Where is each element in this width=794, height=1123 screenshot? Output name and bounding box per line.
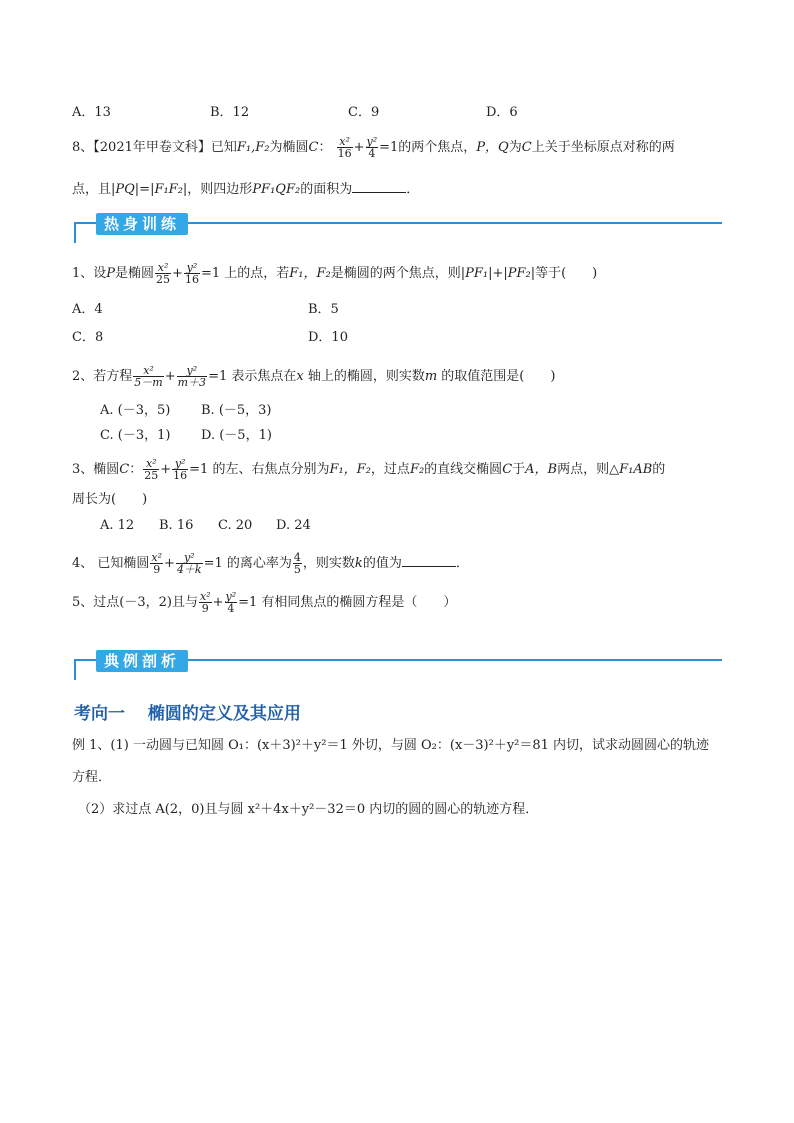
problem-1: 1、设P是椭圆 $\frac{\text{x²}}{25}$ + $\frac{\text{y²}}{16}$ =1 上的点，若F₁，F₂是椭圆的两个焦点，则|PF₁|+|PF₂|等于( ) xyxy=(72,261,598,286)
fraction: $\frac{\text{y²}}{4+k}$ xyxy=(176,551,202,576)
option-d: D．6 xyxy=(486,105,518,120)
topic-heading: 考向一 椭圆的定义及其应用 xyxy=(74,704,301,724)
option-c: C．9 xyxy=(348,105,380,120)
p3-option-b: B. 16 xyxy=(159,518,194,533)
option-a: A．13 xyxy=(72,105,111,120)
fraction: $\frac{\text{y²}}{16}$ xyxy=(184,261,199,286)
example-1-line2: 方程． xyxy=(72,770,112,785)
p1-option-c: C．8 xyxy=(72,330,104,345)
fraction: $\frac{\text{x²}}{9}$ xyxy=(151,551,163,576)
section-header-examples xyxy=(74,650,722,680)
p1-option-b: B．5 xyxy=(308,302,339,317)
problem-4: 4、 已知椭圆 $\frac{\text{x²}}{9}$ + $\frac{\text{y²}}{4+k}$ =1 的离心率为 $\frac{4}{5}$ ，则实数k的值为 ． xyxy=(72,551,469,576)
option-b: B．12 xyxy=(210,105,250,120)
answer-blank xyxy=(352,182,406,193)
fraction: $\frac{4}{5}$ xyxy=(293,551,301,576)
fraction: $\frac{\text{x²}}{9}$ xyxy=(199,590,211,615)
question-8-line1: 8、【2021年甲卷文科】已知F₁,F₂为椭圆C： $\frac{\text{x²}}{16}$ + $\frac{\text{y²}}{4}$ =1的两个焦点，P，Q为C上关于坐标原点对称的两 xyxy=(72,135,675,160)
p2-option-b: B. (－5，3) xyxy=(201,403,272,418)
fraction: $\frac{\text{x²}}{5-m}$ xyxy=(134,364,163,389)
example-1-line1: 例 1、(1) 一动圆与已知圆 O₁：(x＋3)²＋y²＝1 外切，与圆 O₂：(x－3)²＋y²＝81 内切，试求动圆圆心的轨迹 xyxy=(72,738,710,753)
fraction: $\frac{\text{y²}}{4}$ xyxy=(366,135,378,160)
section-title: 典例剖析 xyxy=(96,650,188,672)
fraction: $\frac{\text{y²}}{4}$ xyxy=(225,590,237,615)
problem-3-line1: 3、椭圆C： $\frac{\text{x²}}{25}$ + $\frac{\text{y²}}{16}$ =1 的左、右焦点分别为F₁，F₂，过点F₂的直线交椭圆C于A，B两点，则△F₁AB的 xyxy=(72,457,666,482)
p2-option-c: C. (－3，1) xyxy=(100,428,171,443)
section-header-warmup xyxy=(74,213,722,243)
question-8-line2: 点，且|PQ|=|F₁F₂|，则四边形PF₁QF₂的面积为 ． xyxy=(72,182,420,197)
section-rule-left xyxy=(74,222,76,243)
problem-5: 5、过点(－3，2)且与 $\frac{\text{x²}}{9}$ + $\frac{\text{y²}}{4}$ =1 有相同焦点的椭圆方程是（ ） xyxy=(72,590,457,615)
p2-option-a: A. (－3，5) xyxy=(100,403,171,418)
fraction: $\frac{\text{y²}}{16}$ xyxy=(173,457,188,482)
section-rule-left xyxy=(74,659,76,680)
fraction: $\frac{\text{x²}}{25}$ xyxy=(144,457,159,482)
fraction: $\frac{\text{x²}}{16}$ xyxy=(337,135,352,160)
fraction: $\frac{\text{x²}}{25}$ xyxy=(156,261,171,286)
problem-3-line2: 周长为( ) xyxy=(72,492,148,507)
p3-option-d: D. 24 xyxy=(276,518,311,533)
example-1-part2: （2）求过点 A(2，0)且与圆 x²＋4x＋y²－32＝0 内切的圆的圆心的轨迹方程． xyxy=(78,802,539,817)
p1-option-d: D．10 xyxy=(308,330,348,345)
p2-option-d: D. (－5，1) xyxy=(201,428,272,443)
p3-option-a: A. 12 xyxy=(100,518,135,533)
p3-option-c: C. 20 xyxy=(218,518,253,533)
answer-blank xyxy=(402,556,456,567)
p1-option-a: A．4 xyxy=(72,302,103,317)
fraction: $\frac{\text{y²}}{m+3}$ xyxy=(177,364,207,389)
section-title: 热身训练 xyxy=(96,213,188,235)
problem-2: 2、若方程 $\frac{\text{x²}}{5-m}$ + $\frac{\text{y²}}{m+3}$ =1 表示焦点在x 轴上的椭圆，则实数m 的取值范围是( ) xyxy=(72,364,556,389)
